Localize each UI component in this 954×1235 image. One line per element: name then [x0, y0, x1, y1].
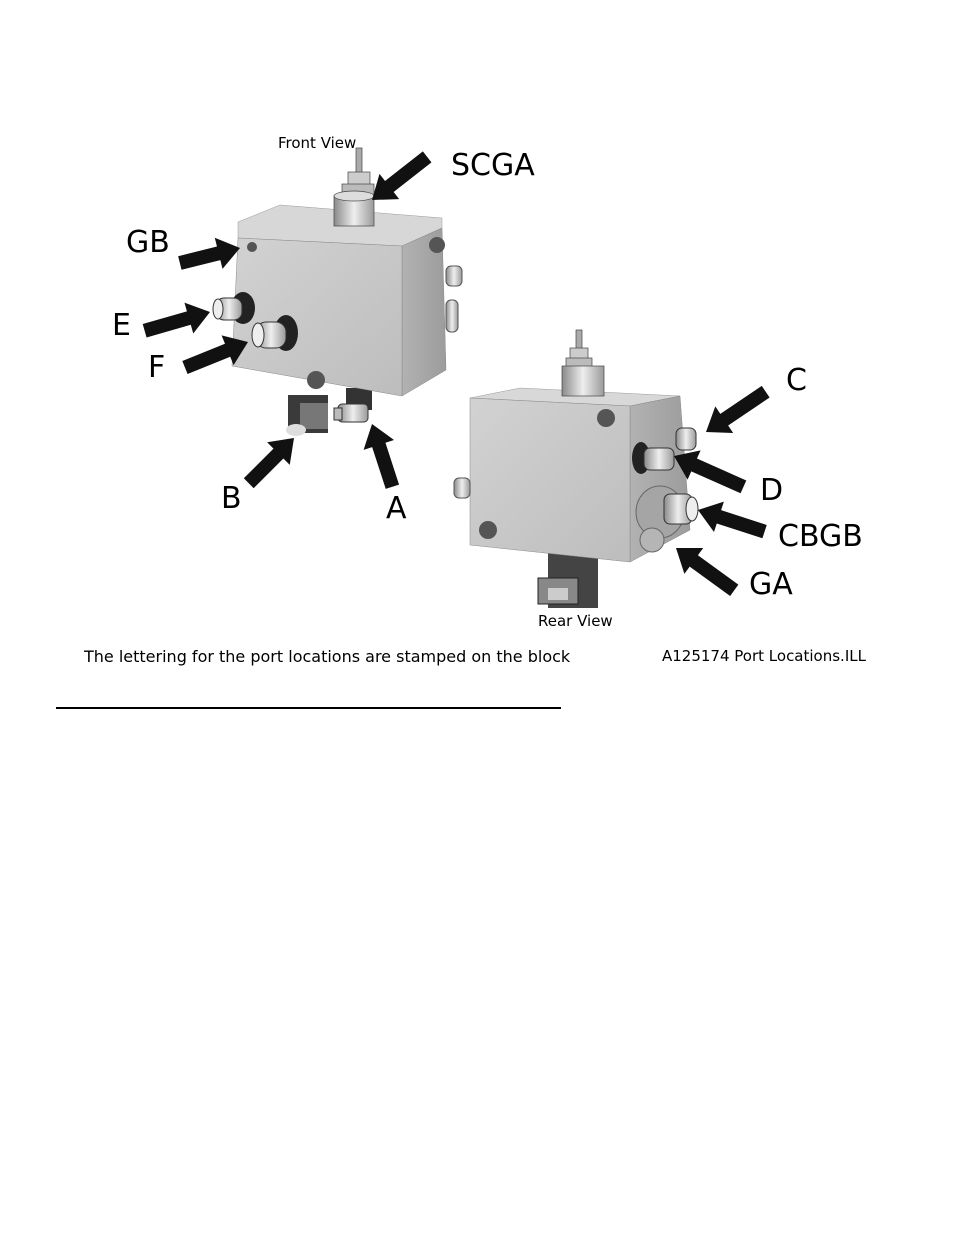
port-a-fitting	[334, 388, 372, 422]
front-view-label: Front View	[278, 134, 357, 152]
port-ga-fitting	[640, 528, 664, 552]
front-view-block	[213, 148, 462, 436]
arrow-c	[697, 378, 775, 445]
rear-view-label: Rear View	[538, 612, 613, 630]
port-label-f: F	[148, 350, 166, 385]
port-b-fitting	[286, 395, 328, 436]
section-divider	[56, 707, 561, 709]
arrow-cbgb	[693, 495, 769, 547]
port-label-e: E	[112, 308, 131, 343]
arrow-b	[237, 427, 305, 495]
arrow-gb	[176, 232, 244, 278]
port-label-gb: GB	[126, 225, 170, 260]
port-scga-fitting	[334, 148, 374, 226]
port-c-fitting	[676, 428, 696, 450]
port-label-ga: GA	[749, 567, 793, 602]
rear-view-block	[454, 330, 698, 608]
figure-file-id: A125174 Port Locations.ILL	[662, 647, 866, 665]
port-label-d: D	[760, 473, 784, 508]
arrow-e	[140, 297, 214, 347]
port-label-scga: SCGA	[451, 148, 535, 183]
port-label-cbgb: CBGB	[778, 519, 863, 554]
port-label-a: A	[386, 491, 407, 526]
port-label-b: B	[221, 481, 242, 516]
port-e-fitting	[213, 292, 255, 324]
port-label-c: C	[786, 363, 807, 398]
arrow-a	[357, 419, 408, 492]
figure-caption: The lettering for the port locations are stamped on the block	[84, 647, 571, 666]
arrow-ga	[667, 535, 744, 603]
